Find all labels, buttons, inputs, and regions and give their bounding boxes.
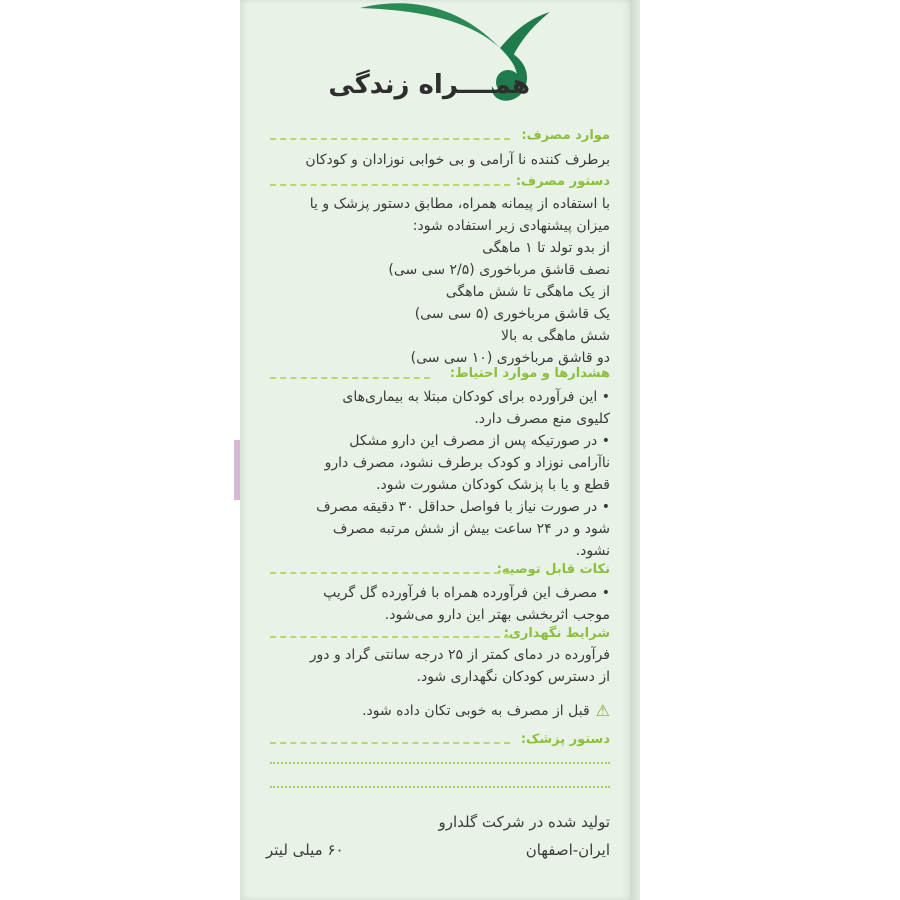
location-text: ایران-اصفهان <box>525 841 610 859</box>
manufacturer-text: تولید شده در شرکت گلدارو <box>438 813 610 831</box>
warning-triangle-icon: ⚠ <box>595 701 610 720</box>
dosage-text <box>250 193 610 369</box>
footer <box>438 808 610 864</box>
dosage-line: از بدو تولد تا ۱ ماهگی <box>482 240 610 256</box>
dosage-line: دو قاشق مرباخوری (۱۰ سی سی) <box>410 350 610 366</box>
tips-line: موجب اثربخشی بهتر این دارو می‌شود. <box>384 607 610 623</box>
storage-line: از دسترس کودکان نگهداری شود. <box>416 669 610 685</box>
warnings-line: • در صورت نیاز با فواصل حداقل ۳۰ دقیقه مصرف <box>316 499 610 515</box>
warnings-line: شود و در ۲۴ ساعت بیش از شش مرتبه مصرف <box>332 521 610 537</box>
tips-line: • مصرف این فرآورده همراه با فرآورده گل گریپ <box>323 585 610 601</box>
dosage-line: یک قاشق مرباخوری (۵ سی سی) <box>414 306 610 322</box>
warnings-line: • در صورتیکه پس از مصرف این دارو مشکل <box>349 433 610 449</box>
shake-note-text: قبل از مصرف به خوبی تکان داده شود. <box>362 703 590 719</box>
storage-text <box>250 644 610 688</box>
tips-text <box>250 582 610 626</box>
box-side-edge <box>630 0 640 900</box>
volume-text: ۶۰ میلی لیتر <box>266 841 344 859</box>
warnings-line: نشود. <box>575 543 610 559</box>
dosage-line: از یک ماهگی تا شش ماهگی <box>445 284 610 300</box>
dosage-line: با استفاده از پیمانه همراه، مطابق دستور پزشک و یا <box>309 196 610 212</box>
dosage-line: میزان پیشنهادی زیر استفاده شود: <box>412 218 610 234</box>
storage-title: شرایط نگهداری: <box>503 626 610 641</box>
tips-title: نکات قابل توصیه: <box>496 562 610 577</box>
warnings-line: قطع و یا با پزشک کودکان مشورت شود. <box>376 477 610 493</box>
doctor-title: دستور پزشک: <box>520 732 610 747</box>
dosage-line: شش ماهگی به بالا <box>500 328 610 344</box>
storage-rule <box>270 636 510 638</box>
package-panel <box>240 0 630 900</box>
indications-rule <box>270 138 510 140</box>
dosage-title: دستور مصرف: <box>515 174 610 189</box>
indications-title: موارد مصرف: <box>521 128 610 143</box>
brand-tagline: همــــراه زندگی <box>328 70 530 100</box>
indications-line: برطرف کننده نا آرامی و بی خوابی نوزادان و کودکان <box>305 152 610 168</box>
dosage-rule <box>270 184 510 186</box>
storage-line: فرآورده در دمای کمتر از ۲۵ درجه سانتی گراد و دور <box>309 647 610 663</box>
doctor-dotted-line <box>270 786 610 788</box>
warnings-rule <box>270 377 430 379</box>
warnings-text <box>250 386 610 562</box>
doctor-dotted-line <box>270 762 610 764</box>
doctor-rule <box>270 742 510 744</box>
indications-text <box>250 149 610 171</box>
warnings-line: • این فرآورده برای کودکان مبتلا به بیماری‌های <box>342 389 610 405</box>
warnings-line: ناآرامی نوزاد و کودک برطرف نشود، مصرف دارو <box>324 455 610 471</box>
warnings-title: هشدارها و موارد احتیاط: <box>449 366 610 381</box>
dosage-line: نصف قاشق مرباخوری (۲/۵ سی سی) <box>388 262 610 278</box>
tips-rule <box>270 572 510 574</box>
warnings-line: کلیوی منع مصرف دارد. <box>474 411 610 427</box>
shake-note <box>362 700 610 722</box>
